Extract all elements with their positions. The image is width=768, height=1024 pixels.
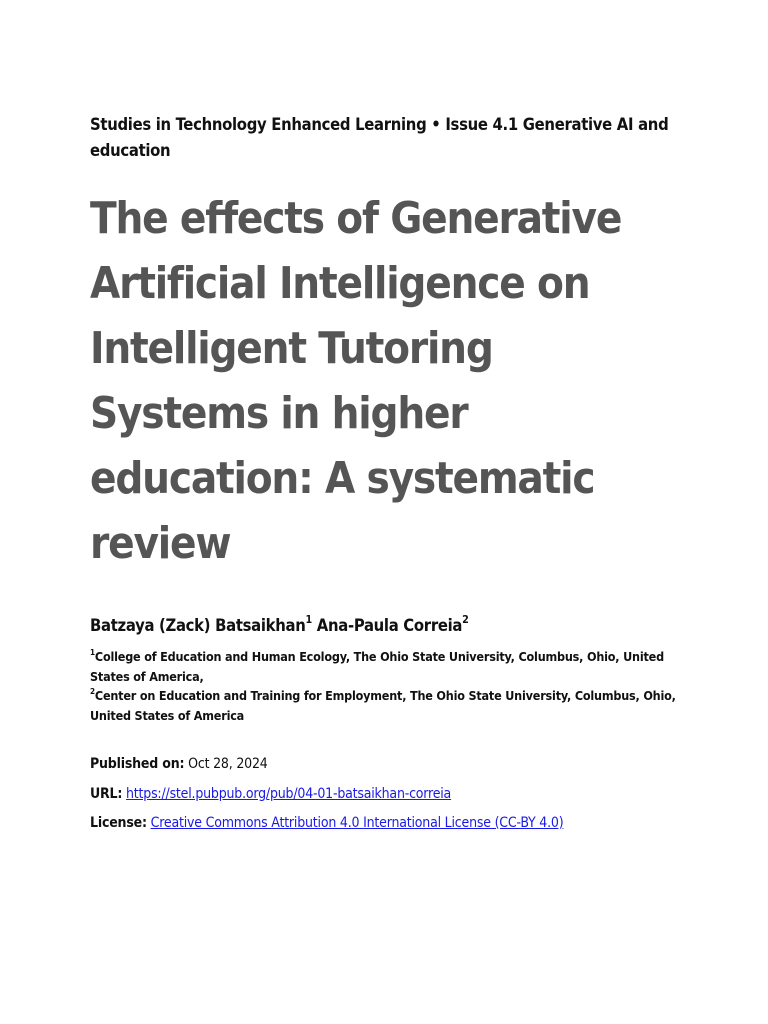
url-label: URL: <box>90 785 123 802</box>
author-list <box>90 615 680 637</box>
affiliation-marker: 1 <box>90 647 95 658</box>
published-row <box>90 755 680 773</box>
license-label: License: <box>90 815 147 831</box>
affiliation-text: College of Education and Human Ecology, The Ohio State University, Columbus, Ohio, United States of America, <box>90 649 664 684</box>
license-link[interactable]: Creative Commons Attribution 4.0 International License (CC-BY 4.0) <box>150 815 564 831</box>
journal-issue-line: Studies in Technology Enhanced Learning • Issue 4.1 Generative AI and education <box>90 115 669 160</box>
publication-metadata <box>90 755 680 832</box>
affiliation-marker: 2 <box>90 686 95 697</box>
author-name: Ana-Paula Correia <box>316 616 463 635</box>
author-affiliation-marker: 1 <box>305 613 312 627</box>
affiliation-item <box>90 647 680 686</box>
affiliation-item <box>90 686 680 725</box>
affiliation-text: Center on Education and Training for Employment, The Ohio State University, Columbus, Ohio, United States of America <box>90 688 676 723</box>
published-date: Oct 28, 2024 <box>188 756 268 772</box>
article-url-link[interactable]: https://stel.pubpub.org/pub/04-01-batsaikhan-correia <box>126 785 452 802</box>
affiliation-list <box>90 647 680 725</box>
author-name: Batzaya (Zack) Batsaikhan <box>90 616 306 635</box>
published-label: Published on: <box>90 756 185 772</box>
license-row <box>90 814 680 832</box>
author-affiliation-marker: 2 <box>462 613 469 627</box>
url-row <box>90 785 680 803</box>
article-title: The effects of Generative Artificial Intelligence on Intelligent Tutoring Systems in higher education: A systematic review <box>90 194 622 569</box>
article-header <box>90 112 680 844</box>
